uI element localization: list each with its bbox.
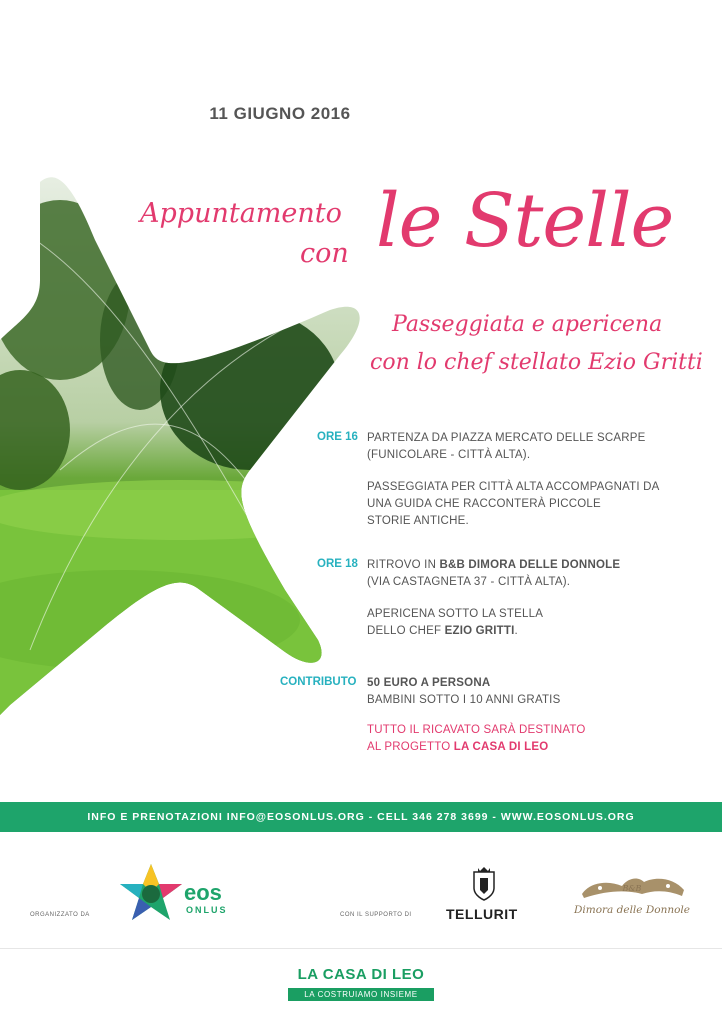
chef-name: EZIO GRITTI bbox=[444, 625, 515, 637]
organized-by-label: ORGANIZZATO DA bbox=[30, 912, 90, 918]
destination-text bbox=[367, 722, 586, 756]
children-line: BAMBINI SOTTO I 10 ANNI GRATIS bbox=[367, 694, 561, 706]
venue-name: B&B DIMORA DELLE DONNOLE bbox=[439, 559, 621, 571]
eos-onlus: ONLUS bbox=[186, 905, 228, 915]
walk-line2: UNA GUIDA CHE RACCONTERÀ PICCOLE bbox=[367, 498, 601, 510]
casa-di-leo-title: LA CASA DI LEO bbox=[297, 966, 425, 983]
ore18-line2: (VIA CASTAGNETA 37 - CITTÀ ALTA). bbox=[367, 576, 571, 588]
dimora-name: Dimora delle Donnole bbox=[573, 904, 691, 916]
subtitle-line1: Passeggiata e apericena bbox=[392, 312, 663, 337]
walk-text bbox=[367, 479, 660, 530]
tellurit-crest-icon bbox=[470, 866, 498, 902]
subtitle-line2: con lo chef stellato Ezio Gritti bbox=[370, 350, 703, 375]
destination-line2: AL PROGETTO LA CASA DI LEO bbox=[367, 741, 549, 753]
contributo-label: CONTRIBUTO bbox=[280, 676, 357, 688]
apericena-line1: APERICENA SOTTO LA STELLA bbox=[367, 608, 544, 620]
ore18-label: ORE 18 bbox=[317, 558, 358, 570]
price-line: 50 EURO A PERSONA bbox=[367, 677, 491, 689]
casa-di-leo-subtitle: LA COSTRUIAMO INSIEME bbox=[288, 988, 434, 1001]
ore18-line1: RITROVO IN B&B DIMORA DELLE DONNOLE bbox=[367, 559, 621, 571]
walk-line1: PASSEGGIATA PER CITTÀ ALTA ACCOMPAGNATI DA bbox=[367, 481, 660, 493]
ore16-text bbox=[367, 430, 646, 464]
apericena-line2: DELLO CHEF EZIO GRITTI. bbox=[367, 625, 518, 637]
headline-line1: Appuntamento bbox=[140, 198, 342, 229]
ore18-text bbox=[367, 557, 620, 591]
contributo-text bbox=[367, 675, 560, 709]
walk-line3: STORIE ANTICHE. bbox=[367, 515, 469, 527]
headline-line2: con bbox=[300, 238, 349, 269]
tellurit-name: TELLURIT bbox=[446, 906, 518, 922]
eos-star-logo-icon bbox=[118, 862, 184, 924]
support-by-label: CON IL SUPPORTO DI bbox=[340, 912, 412, 918]
ore16-line2: (FUNICOLARE - CITTÀ ALTA). bbox=[367, 449, 531, 461]
headline-big: le Stelle bbox=[376, 178, 674, 264]
ore16-label: ORE 16 bbox=[317, 431, 358, 443]
eos-name: eos bbox=[184, 880, 222, 905]
destination-line1: TUTTO IL RICAVATO SARÀ DESTINATO bbox=[367, 724, 586, 736]
event-date: 11 GIUGNO 2016 bbox=[209, 104, 351, 123]
dimora-bb: B&B bbox=[622, 884, 642, 893]
info-banner: INFO E PRENOTAZIONI INFO@EOSONLUS.ORG - CELL 346 278 3699 - WWW.EOSONLUS.ORG bbox=[0, 802, 722, 832]
apericena-text bbox=[367, 606, 543, 640]
divider bbox=[0, 948, 722, 949]
project-name: LA CASA DI LEO bbox=[453, 741, 549, 753]
ore16-line1: PARTENZA DA PIAZZA MERCATO DELLE SCARPE bbox=[367, 432, 646, 444]
